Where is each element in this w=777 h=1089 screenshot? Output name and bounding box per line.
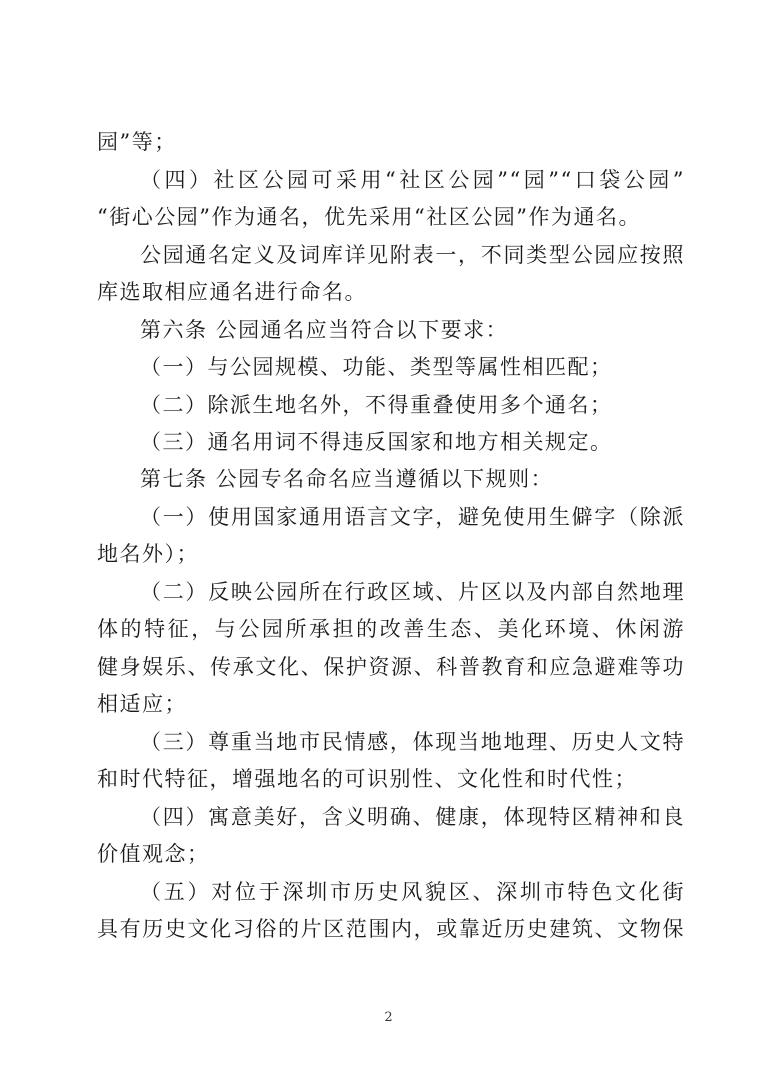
text-line: 健身娱乐、传承文化、保护资源、科普教育和应急避难等功 [97, 655, 685, 679]
text-line: （三）通名用词不得违反国家和地方相关规定。 [140, 430, 613, 454]
text-line: 和时代特征，增强地名的可识别性、文化性和时代性； [97, 767, 637, 791]
page-number: 2 [384, 1010, 393, 1025]
text-line: 具有历史文化习俗的片区范围内，或靠近历史建筑、文物保 [97, 917, 685, 941]
text-line: （四）寓意美好，含义明确、健康，体现特区精神和良 [140, 805, 685, 829]
text-line: （二）反映公园所在行政区域、片区以及内部自然地理 [140, 580, 685, 604]
text-line: “街心公园”作为通名，优先采用“社区公园”作为通名。 [97, 205, 641, 229]
text-line: （一）与公园规模、功能、类型等属性相匹配； [140, 355, 613, 379]
text-line: 库选取相应通名进行命名。 [97, 280, 367, 304]
text-line: （一）使用国家通用语言文字，避免使用生僻字（除派 [140, 505, 685, 529]
text-line: 地名外）； [97, 542, 199, 566]
article-heading: 第七条 公园专名命名应当遵循以下规则： [140, 467, 554, 491]
text-line: （五）对位于深圳市历史风貌区、深圳市特色文化街 [140, 880, 685, 904]
text-line: （二）除派生地名外，不得重叠使用多个通名； [140, 393, 613, 417]
text-line: 价值观念； [97, 842, 210, 866]
text-line: 公园通名定义及词库详见附表一，不同类型公园应按照 [140, 243, 685, 267]
text-line: 园”等； [97, 130, 177, 154]
article-heading: 第六条 公园通名应当符合以下要求： [140, 318, 509, 342]
text-line: （四）社区公园可采用“社区公园”“园”“口袋公园” [140, 168, 685, 192]
text-line: 体的特征，与公园所承担的改善生态、美化环境、休闲游 [97, 617, 685, 641]
text-line: 相适应； [97, 692, 187, 716]
text-line: （三）尊重当地市民情感，体现当地地理、历史人文特 [140, 730, 685, 754]
